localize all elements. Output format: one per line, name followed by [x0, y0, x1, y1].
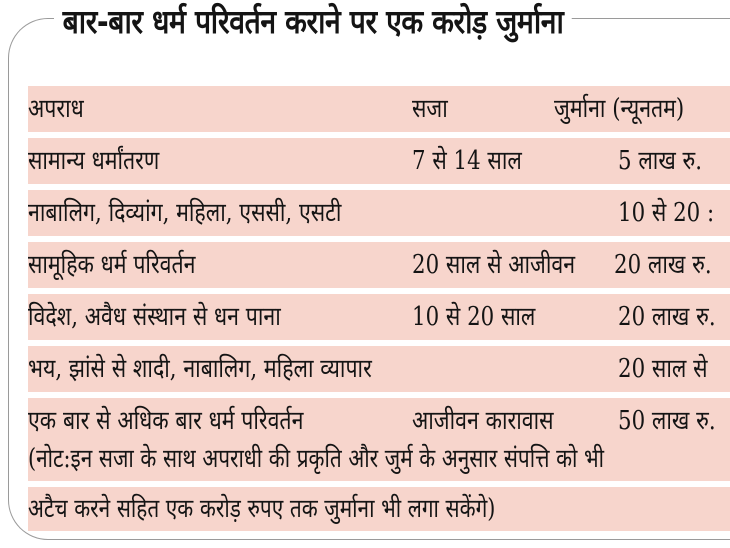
row-offense: एक बार से अधिक बार धर्म परिवर्तन	[28, 406, 304, 436]
footnote-line	[28, 437, 730, 481]
row-fine: 20 लाख रु.	[618, 302, 716, 332]
header-offense: अपराध	[28, 94, 84, 124]
row-offense: भय, झांसे से शादी, नाबालिग, महिला व्यापार	[28, 354, 372, 384]
row-offense: सामूहिक धर्म परिवर्तन	[28, 250, 196, 280]
row-punishment: 10 से 20 साल	[412, 302, 536, 332]
table-row	[28, 346, 730, 392]
header-punishment: सजा	[412, 94, 448, 124]
table-header-row	[28, 86, 730, 132]
footnote-text: (नोट:इन सजा के साथ अपराधी की प्रकृति और जुर्म के अनुसार संपत्ति को भी	[28, 444, 605, 474]
table-row	[28, 190, 730, 236]
table-row	[28, 294, 730, 340]
table-row	[28, 138, 730, 184]
row-offense: सामान्य धर्मांतरण	[28, 146, 160, 176]
row-fine: 5 लाख रु.	[618, 146, 703, 176]
row-punishment: आजीवन कारावास	[412, 406, 554, 436]
row-fine: 50 लाख रु.	[618, 406, 716, 436]
row-punishment: 20 साल से आजीवन	[412, 250, 576, 280]
row-offense: विदेश, अवैध संस्थान से धन पाना	[28, 302, 281, 332]
table-row	[28, 242, 730, 288]
row-fine: 20 लाख रु.	[614, 250, 712, 280]
row-offense: नाबालिग, दिव्यांग, महिला, एससी, एसटी	[28, 198, 342, 228]
footnote-line	[28, 487, 730, 531]
row-fine: 10 से 20 :	[618, 198, 715, 228]
footnote-text: अटैच करने सहित एक करोड़ रुपए तक जुर्माना भी लगा सकेंगे)	[28, 494, 496, 524]
footnote	[28, 437, 730, 537]
row-punishment: 7 से 14 साल	[412, 146, 522, 176]
header-fine: जुर्माना (न्यूनतम)	[554, 94, 685, 124]
row-fine: 20 साल से	[618, 354, 708, 384]
penalty-table	[28, 86, 730, 450]
headline: बार-बार धर्म परिवर्तन कराने पर एक करोड़ जुर्माना	[54, 0, 572, 44]
